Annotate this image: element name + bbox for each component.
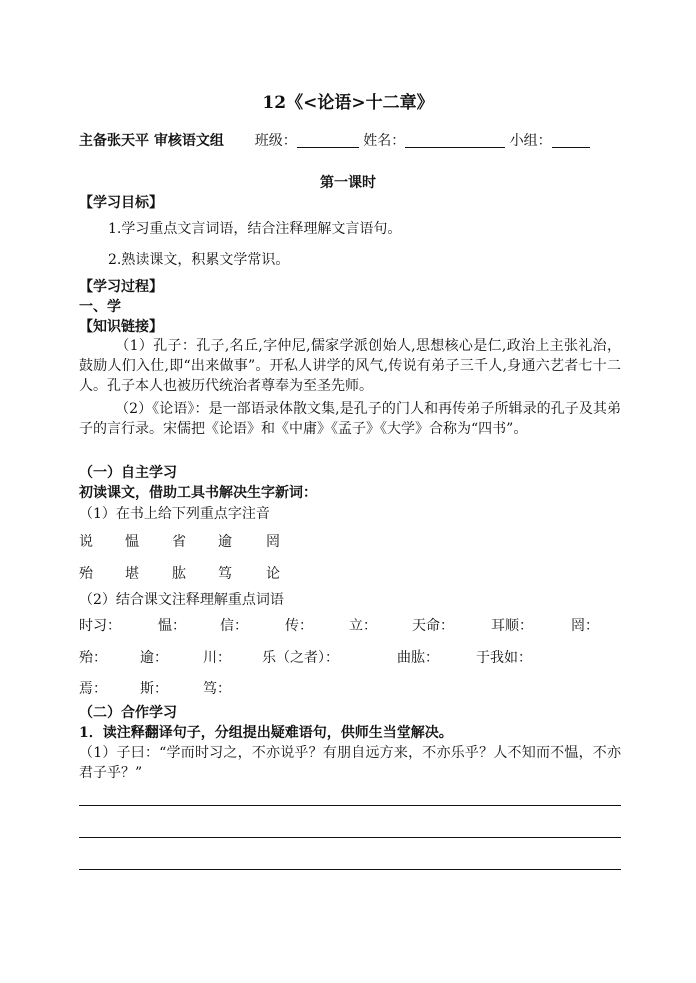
char-item: 逾: [218, 534, 232, 550]
char-item: 省: [172, 534, 186, 550]
answer-line[interactable]: [79, 805, 621, 806]
word-item: 殆：: [79, 650, 107, 666]
char-item: 殆: [79, 566, 93, 582]
knowledge-heading: 【知识链接】: [79, 319, 163, 335]
word-item: 于我如：: [476, 650, 532, 666]
self-study-intro: 初读课文，借助工具书解决生字新词：: [79, 485, 317, 501]
char-item: 愠: [125, 534, 139, 550]
group-blank[interactable]: [552, 133, 590, 148]
name-label: 姓名：: [363, 133, 406, 149]
question-vocabulary: （2）结合课文注释理解重点词语: [79, 592, 284, 608]
char-item: 堪: [125, 566, 139, 582]
char-item: 肱: [172, 566, 186, 582]
part-one-heading: 一、学: [79, 299, 121, 315]
class-label: 班级：: [254, 133, 297, 149]
class-blank[interactable]: [297, 133, 359, 148]
objective-item: 1.学习重点文言词语，结合注释理解文言语句。: [108, 221, 402, 237]
char-item: 说: [79, 534, 93, 550]
knowledge-paragraph: （2）《论语》：是一部语录体散文集,是孔子的门人和再传弟子所辑录的孔子及其弟子的言行录。宋儒把《论语》和《中庸》《孟子》《大学》合称为“四书”。: [79, 401, 621, 437]
word-item: 川：: [203, 650, 231, 666]
word-item: 罔：: [571, 618, 599, 634]
word-item: 焉：: [79, 681, 107, 697]
lesson-title: 第一课时: [320, 175, 376, 191]
info-line: [79, 130, 590, 150]
word-item: 逾：: [140, 650, 168, 666]
knowledge-paragraph: （1）孔子：孔子,名丘,字仲尼,儒家学派创始人,思想核心是仁,政治上主张礼治，鼓励人们入仕,即“出来做事”。开私人讲学的风气,传说有弟子三千人,身通六艺者七十二人。孔子本人也被历代统治者尊奉为至圣先师。: [79, 338, 621, 394]
quote-paragraph: （1）子曰：“学而时习之，不亦说乎？有朋自远方来，不亦乐乎？人不知而不愠，不亦君子乎？”: [79, 745, 621, 781]
cooperative-task: 1．读注释翻译句子，分组提出疑难语句，供师生当堂解决。: [79, 725, 453, 741]
word-item: 乐（之者）：: [262, 650, 339, 666]
name-blank[interactable]: [405, 133, 505, 148]
char-item: 笃: [218, 566, 232, 582]
word-item: 立：: [349, 618, 377, 634]
group-label: 小组：: [509, 133, 552, 149]
process-heading: 【学习过程】: [79, 279, 163, 295]
word-item: 笃：: [203, 681, 231, 697]
answer-line[interactable]: [79, 837, 621, 838]
word-item: 曲肱：: [397, 650, 439, 666]
answer-line[interactable]: [79, 869, 621, 870]
word-item: 斯：: [140, 681, 168, 697]
word-item: 传：: [285, 618, 313, 634]
objective-item: 2.熟读课文，积累文学常识。: [108, 252, 290, 268]
word-item: 时习：: [79, 618, 121, 634]
cooperative-heading: （二）合作学习: [79, 705, 177, 721]
char-item: 罔: [266, 534, 280, 550]
char-item: 论: [266, 566, 280, 582]
objectives-heading: 【学习目标】: [79, 195, 163, 211]
question-pronunciation: （1）在书上给下列重点字注音: [79, 506, 270, 522]
word-item: 耳顺：: [491, 618, 533, 634]
author-line: 主备张天平 审核语文组: [79, 133, 224, 149]
page-title: 12《<论语>十二章》: [262, 93, 434, 113]
word-item: 愠：: [158, 618, 186, 634]
self-study-heading: （一）自主学习: [79, 465, 177, 481]
word-item: 天命：: [412, 618, 454, 634]
word-item: 信：: [220, 618, 248, 634]
